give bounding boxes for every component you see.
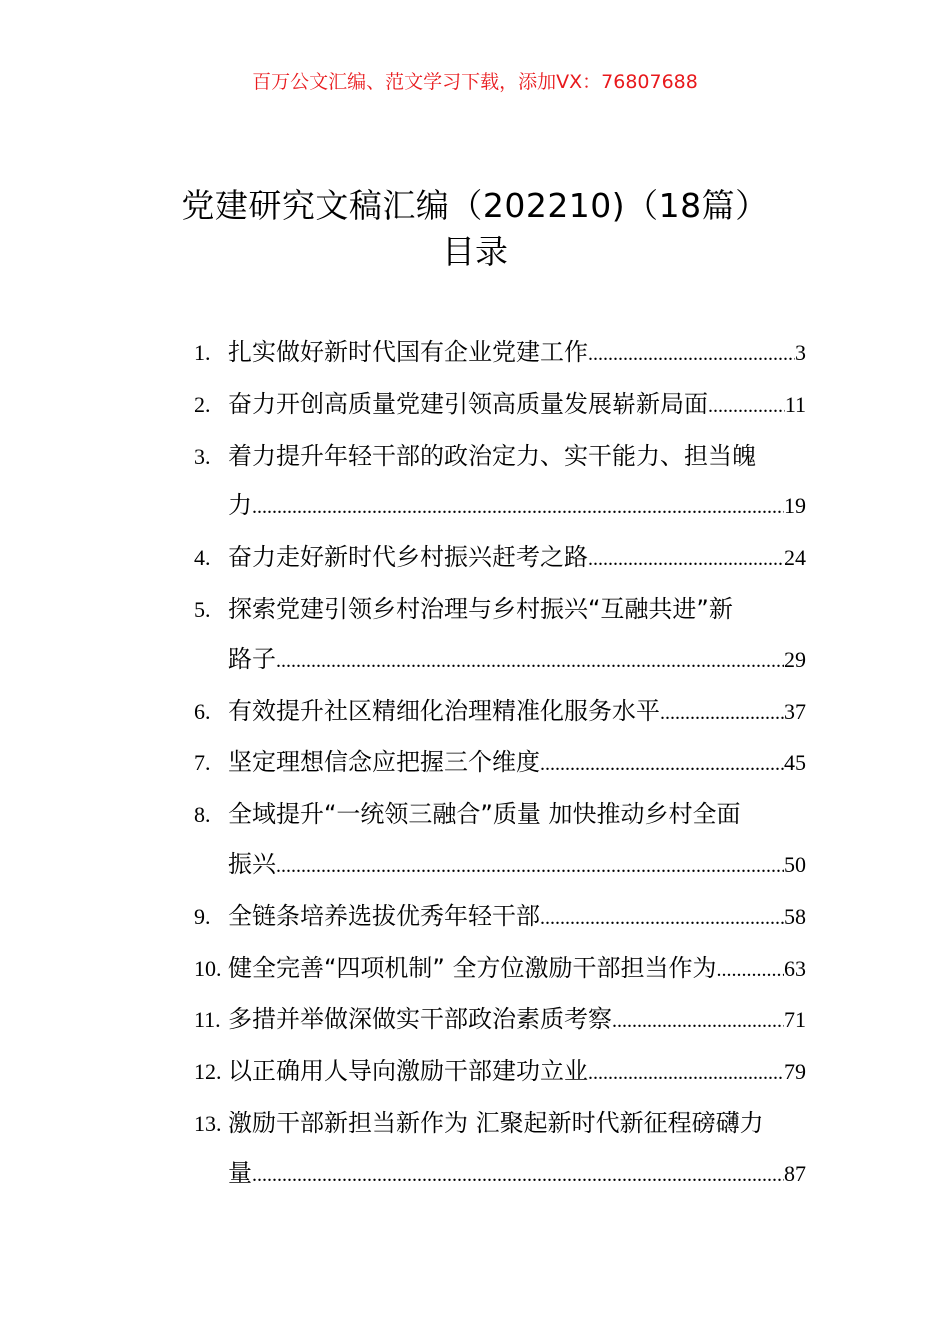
toc-entry-body [228, 687, 806, 739]
dot-leader [588, 1049, 784, 1099]
toc-entry-title: 多措并举做深做实干部政治素质考察 [228, 1005, 612, 1034]
toc-entry-body [228, 790, 806, 892]
toc-entry-title: 路子 [228, 644, 276, 673]
toc-entry-number: 2. [194, 391, 211, 417]
dot-leader [588, 535, 784, 585]
toc-entry-body [228, 380, 806, 432]
toc-entry-body [228, 533, 806, 585]
toc-entry-number: 8. [194, 802, 211, 828]
toc-entry[interactable] [194, 585, 806, 687]
toc-heading: 目录 [442, 232, 508, 271]
toc-entry[interactable] [194, 892, 806, 944]
toc-entry-page-number: 71 [784, 1007, 806, 1033]
toc-entry-page-number: 11 [784, 391, 806, 417]
toc-entry-body [228, 1099, 806, 1201]
dot-leader [540, 894, 784, 944]
toc-entry-page-number: 87 [784, 1160, 806, 1186]
toc-entry-body [228, 995, 806, 1047]
toc-entry-page-number: 19 [784, 493, 806, 519]
table-of-contents [194, 328, 806, 1201]
toc-entry-number: 4. [194, 545, 211, 571]
document-title: 党建研究文稿汇编（202210)（18篇） [181, 186, 769, 225]
toc-entry-title-line: 激励干部新担当新作为 汇聚起新时代新征程磅礴力 [228, 1108, 764, 1137]
toc-entry-page-number: 24 [784, 545, 806, 571]
toc-entry-number: 1. [194, 340, 211, 365]
toc-entry-final-line [228, 687, 806, 739]
dot-leader [276, 842, 784, 892]
toc-entry-page-number: 58 [784, 903, 806, 929]
toc-entry-title-line: 全域提升“一统领三融合”质量 加快推动乡村全面 [228, 800, 741, 829]
toc-entry-title: 坚定理想信念应把握三个维度 [228, 748, 540, 777]
toc-entry[interactable] [194, 738, 806, 790]
toc-entry-final-line [228, 1149, 806, 1201]
toc-entry-number: 5. [194, 596, 211, 622]
toc-entry-final-line [228, 995, 806, 1047]
toc-entry[interactable] [194, 790, 806, 892]
dot-leader [252, 483, 784, 533]
toc-entry-title: 全链条培养选拔优秀年轻干部 [228, 901, 540, 930]
dot-leader [540, 740, 784, 790]
toc-entry-final-line [228, 892, 806, 944]
toc-entry-body [228, 1047, 806, 1099]
dot-leader [276, 637, 784, 687]
header-note: 百万公文汇编、范文学习下载，添加VX：76807688 [252, 71, 698, 93]
toc-entry-final-line [228, 738, 806, 790]
toc-entry-final-line [228, 840, 806, 892]
toc-entry-title: 有效提升社区精细化治理精准化服务水平 [228, 696, 660, 725]
toc-entry-number: 6. [194, 698, 211, 724]
toc-entry-title: 扎实做好新时代国有企业党建工作 [228, 338, 588, 366]
toc-entry-body [228, 738, 806, 790]
toc-entry-page-number: 29 [784, 646, 806, 672]
toc-entry-final-line [228, 944, 806, 996]
toc-entry-final-line [228, 635, 806, 687]
toc-entry-final-line [228, 1047, 806, 1099]
dot-leader [717, 946, 785, 996]
dot-leader [612, 997, 784, 1047]
dot-leader [660, 689, 784, 739]
toc-entry-number: 12. [194, 1059, 222, 1085]
toc-entry-final-line [228, 380, 806, 432]
toc-entry-number: 9. [194, 903, 211, 929]
toc-entry-title-line: 探索党建引领乡村治理与乡村振兴“互融共进”新 [228, 594, 733, 623]
toc-entry[interactable] [194, 432, 806, 534]
toc-entry-page-number: 37 [784, 698, 806, 724]
toc-entry-page-number: 79 [784, 1059, 806, 1085]
toc-entry-final-line [228, 328, 806, 380]
toc-entry-final-line [228, 481, 806, 533]
toc-entry-page-number: 45 [784, 750, 806, 776]
toc-entry[interactable] [194, 944, 806, 996]
toc-entry-body [228, 944, 806, 996]
toc-entry-page-number: 63 [784, 955, 806, 981]
toc-entry-number: 13. [194, 1110, 222, 1136]
toc-entry-title: 振兴 [228, 849, 276, 878]
toc-entry-final-line [228, 533, 806, 585]
toc-entry-number: 10. [194, 955, 222, 981]
toc-entry-body [228, 892, 806, 944]
dot-leader [588, 330, 795, 380]
toc-entry[interactable] [194, 995, 806, 1047]
toc-entry-page-number: 3 [795, 340, 806, 365]
dot-leader [708, 382, 785, 432]
toc-entry-number: 7. [194, 750, 211, 776]
toc-entry[interactable] [194, 328, 806, 380]
toc-entry[interactable] [194, 1047, 806, 1099]
toc-entry-title: 健全完善“四项机制” 全方位激励干部担当作为 [228, 953, 717, 982]
toc-entry-title: 奋力走好新时代乡村振兴赶考之路 [228, 543, 588, 572]
toc-entry[interactable] [194, 1099, 806, 1201]
toc-entry[interactable] [194, 380, 806, 432]
toc-entry-number: 11. [194, 1007, 221, 1033]
toc-entry-title: 奋力开创高质量党建引领高质量发展崭新局面 [228, 389, 708, 418]
toc-entry[interactable] [194, 533, 806, 585]
toc-entry[interactable] [194, 687, 806, 739]
toc-entry-body [228, 432, 806, 534]
toc-entry-title: 力 [228, 491, 252, 520]
toc-entry-title: 量 [228, 1158, 252, 1187]
toc-entry-body [228, 328, 806, 380]
dot-leader [252, 1151, 784, 1201]
toc-entry-title: 以正确用人导向激励干部建功立业 [228, 1057, 588, 1086]
toc-entry-page-number: 50 [784, 851, 806, 877]
toc-entry-title-line: 着力提升年轻干部的政治定力、实干能力、担当魄 [228, 441, 756, 470]
toc-entry-body [228, 585, 806, 687]
toc-entry-number: 3. [194, 443, 211, 469]
